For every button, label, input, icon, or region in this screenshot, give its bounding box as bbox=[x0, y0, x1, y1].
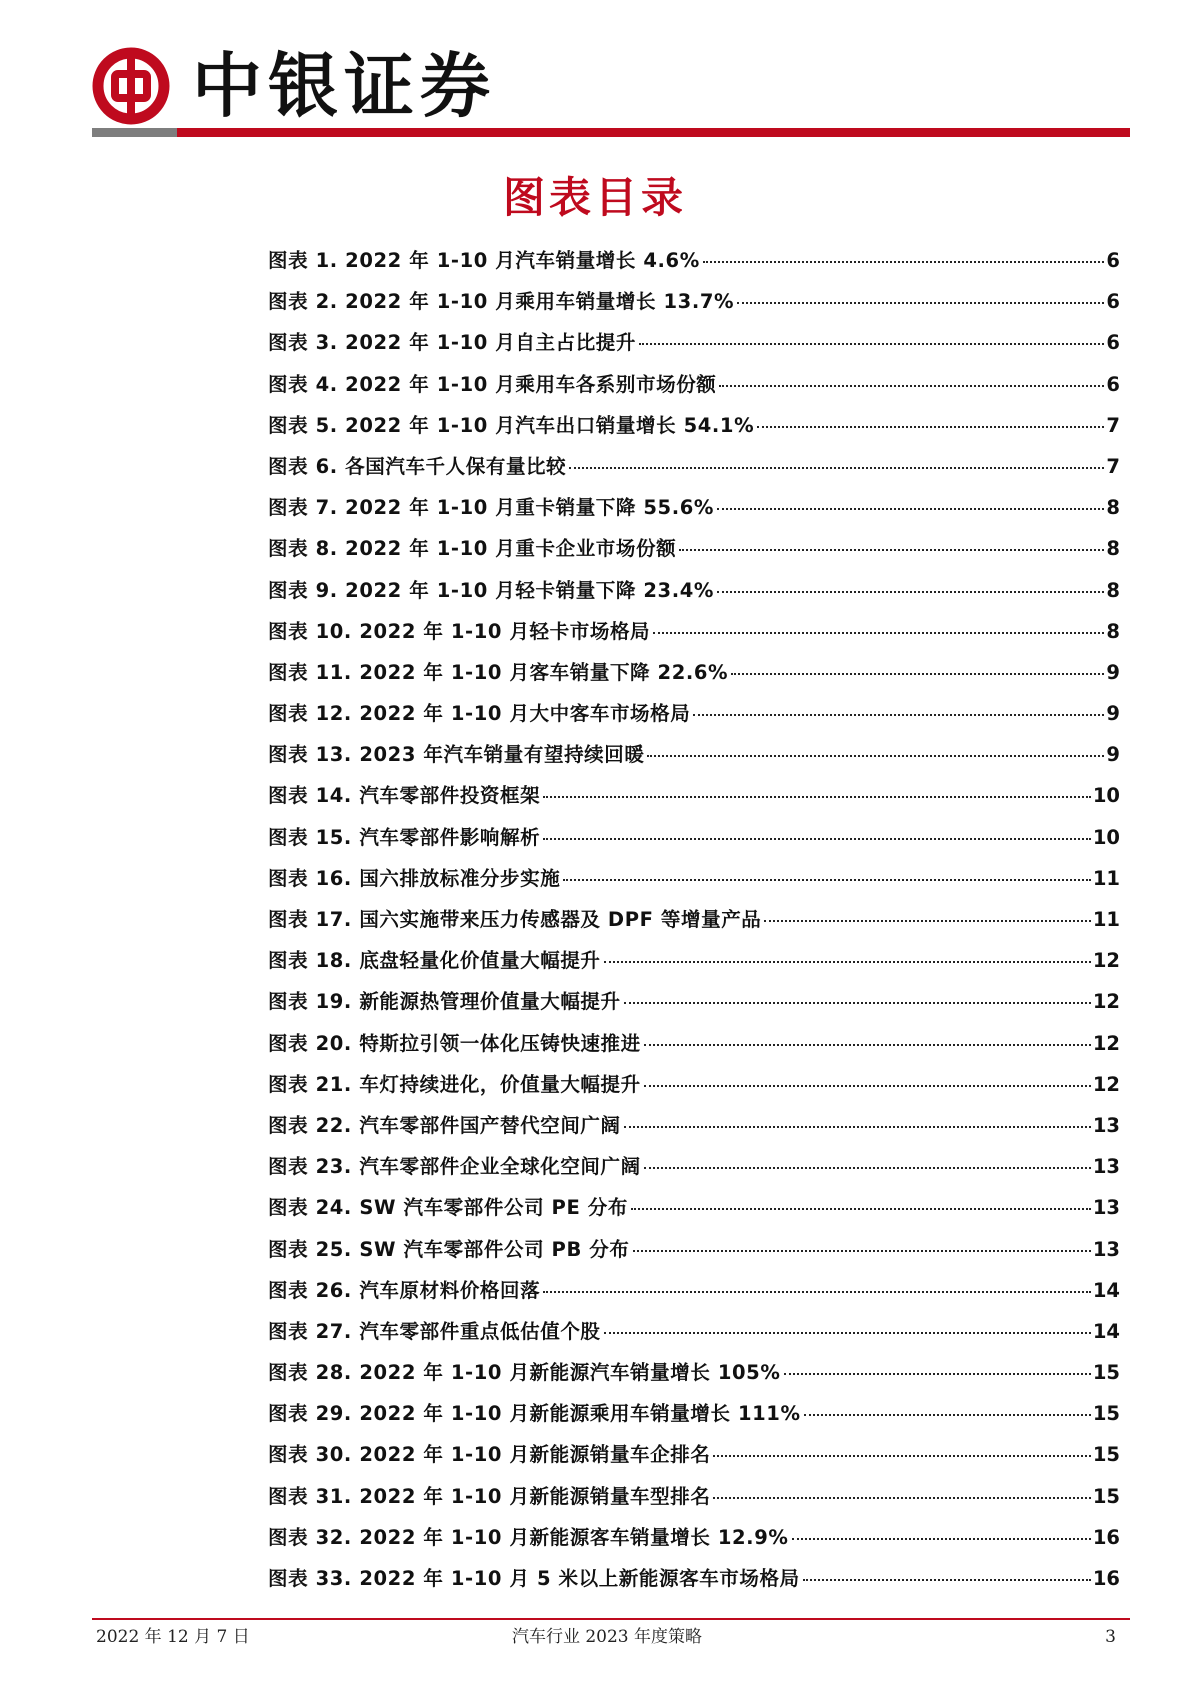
toc-entry-page-number: 9 bbox=[1106, 743, 1120, 767]
table-of-figures bbox=[268, 246, 1120, 1605]
toc-entry-label: 图表 11. 2022 年 1-10 月客车销量下降 22.6% bbox=[268, 660, 729, 684]
toc-dot-leader bbox=[543, 795, 1091, 798]
toc-entry[interactable] bbox=[268, 246, 1120, 287]
toc-entry-page-number: 7 bbox=[1106, 454, 1120, 478]
toc-entry-page-number: 13 bbox=[1092, 1237, 1120, 1261]
toc-dot-leader bbox=[713, 1454, 1090, 1457]
toc-entry[interactable] bbox=[268, 1152, 1120, 1193]
toc-entry[interactable] bbox=[268, 823, 1120, 864]
toc-entry-page-number: 15 bbox=[1092, 1484, 1120, 1508]
toc-dot-leader bbox=[604, 960, 1091, 963]
footer-date: 2022 年 12 月 7 日 bbox=[96, 1627, 250, 1647]
toc-entry-page-number: 12 bbox=[1092, 949, 1120, 973]
toc-entry[interactable] bbox=[268, 493, 1120, 534]
brand-name: 中银证券 bbox=[192, 44, 496, 127]
toc-dot-leader bbox=[644, 1166, 1091, 1169]
toc-dot-leader bbox=[543, 1290, 1091, 1293]
toc-entry-label: 图表 9. 2022 年 1-10 月轻卡销量下降 23.4% bbox=[268, 578, 715, 602]
footer-divider bbox=[92, 1618, 1130, 1620]
page-footer bbox=[92, 1623, 1122, 1653]
toc-entry-page-number: 8 bbox=[1106, 578, 1120, 602]
toc-entry[interactable] bbox=[268, 864, 1120, 905]
toc-entry-page-number: 7 bbox=[1106, 413, 1120, 437]
toc-entry-page-number: 9 bbox=[1106, 660, 1120, 684]
toc-entry[interactable] bbox=[268, 1399, 1120, 1440]
toc-entry-label: 图表 27. 汽车零部件重点低估值个股 bbox=[268, 1319, 601, 1343]
toc-entry-label: 图表 2. 2022 年 1-10 月乘用车销量增长 13.7% bbox=[268, 290, 735, 314]
toc-dot-leader bbox=[703, 260, 1105, 263]
toc-entry-page-number: 13 bbox=[1092, 1196, 1120, 1220]
toc-entry-label: 图表 21. 车灯持续进化，价值量大幅提升 bbox=[268, 1072, 641, 1096]
toc-dot-leader bbox=[639, 342, 1104, 345]
toc-entry-label: 图表 30. 2022 年 1-10 月新能源销量车企排名 bbox=[268, 1443, 711, 1467]
toc-entry-label: 图表 20. 特斯拉引领一体化压铸快速推进 bbox=[268, 1031, 641, 1055]
toc-entry-label: 图表 1. 2022 年 1-10 月汽车销量增长 4.6% bbox=[268, 249, 700, 272]
toc-dot-leader bbox=[543, 837, 1091, 840]
toc-entry-label: 图表 18. 底盘轻量化价值量大幅提升 bbox=[268, 949, 601, 973]
toc-entry-page-number: 12 bbox=[1092, 1031, 1120, 1055]
toc-dot-leader bbox=[644, 1084, 1091, 1087]
header-divider-gray-segment bbox=[92, 128, 177, 137]
toc-entry-label: 图表 16. 国六排放标准分步实施 bbox=[268, 866, 561, 890]
toc-dot-leader bbox=[803, 1578, 1091, 1581]
toc-entry-page-number: 16 bbox=[1092, 1567, 1120, 1590]
toc-entry[interactable] bbox=[268, 287, 1120, 328]
toc-dot-leader bbox=[644, 1043, 1091, 1046]
toc-entry-label: 图表 28. 2022 年 1-10 月新能源汽车销量增长 105% bbox=[268, 1361, 781, 1385]
toc-dot-leader bbox=[757, 425, 1104, 428]
toc-entry[interactable] bbox=[268, 987, 1120, 1028]
toc-dot-leader bbox=[563, 878, 1091, 881]
toc-entry-label: 图表 15. 汽车零部件影响解析 bbox=[268, 825, 541, 849]
toc-entry-page-number: 8 bbox=[1106, 496, 1120, 520]
toc-dot-leader bbox=[624, 1001, 1091, 1004]
toc-entry-label: 图表 23. 汽车零部件企业全球化空间广阔 bbox=[268, 1155, 641, 1179]
page-header bbox=[92, 42, 1112, 142]
toc-dot-leader bbox=[631, 1207, 1091, 1210]
toc-title: 图表目录 bbox=[502, 173, 687, 222]
toc-dot-leader bbox=[784, 1372, 1091, 1375]
toc-entry-label: 图表 17. 国六实施带来压力传感器及 DPF 等增量产品 bbox=[268, 908, 762, 931]
toc-dot-leader bbox=[693, 713, 1104, 716]
toc-entry-page-number: 13 bbox=[1092, 1155, 1120, 1179]
toc-dot-leader bbox=[719, 384, 1104, 387]
toc-entry-label: 图表 10. 2022 年 1-10 月轻卡市场格局 bbox=[268, 619, 651, 643]
toc-entry-page-number: 6 bbox=[1106, 249, 1120, 272]
toc-entry[interactable] bbox=[268, 946, 1120, 987]
toc-dot-leader bbox=[792, 1537, 1091, 1540]
toc-dot-leader bbox=[633, 1249, 1091, 1252]
toc-entry[interactable] bbox=[268, 370, 1120, 411]
footer-report-title: 汽车行业 2023 年度策略 bbox=[511, 1627, 703, 1647]
toc-entry-label: 图表 4. 2022 年 1-10 月乘用车各系别市场份额 bbox=[268, 372, 717, 396]
bank-of-china-logo-icon bbox=[92, 47, 170, 125]
toc-entry-label: 图表 26. 汽车原材料价格回落 bbox=[268, 1278, 541, 1302]
toc-entry-page-number: 12 bbox=[1092, 990, 1120, 1014]
toc-entry-page-number: 9 bbox=[1106, 702, 1120, 726]
toc-entry[interactable] bbox=[268, 1235, 1120, 1276]
toc-entry-page-number: 15 bbox=[1092, 1361, 1120, 1385]
toc-dot-leader bbox=[717, 507, 1104, 510]
footer-page-number: 3 bbox=[1105, 1627, 1116, 1647]
toc-entry-page-number: 8 bbox=[1106, 537, 1120, 561]
toc-entry-label: 图表 3. 2022 年 1-10 月自主占比提升 bbox=[268, 331, 636, 355]
toc-entry-label: 图表 7. 2022 年 1-10 月重卡销量下降 55.6% bbox=[268, 496, 715, 520]
toc-dot-leader bbox=[604, 1331, 1091, 1334]
toc-entry[interactable] bbox=[268, 1482, 1120, 1523]
toc-entry[interactable] bbox=[268, 452, 1120, 493]
toc-entry[interactable] bbox=[268, 658, 1120, 699]
toc-dot-leader bbox=[653, 631, 1104, 634]
toc-dot-leader bbox=[764, 919, 1090, 922]
toc-entry-label: 图表 13. 2023 年汽车销量有望持续回暖 bbox=[268, 743, 645, 767]
toc-entry-label: 图表 33. 2022 年 1-10 月 5 米以上新能源客车市场格局 bbox=[268, 1567, 800, 1590]
toc-entry[interactable] bbox=[268, 1440, 1120, 1481]
toc-entry-label: 图表 19. 新能源热管理价值量大幅提升 bbox=[268, 990, 621, 1014]
toc-entry[interactable] bbox=[268, 1029, 1120, 1070]
toc-entry[interactable] bbox=[268, 1070, 1120, 1111]
toc-entry[interactable] bbox=[268, 411, 1120, 452]
toc-entry-page-number: 14 bbox=[1092, 1319, 1120, 1343]
toc-dot-leader bbox=[647, 754, 1104, 757]
toc-entry-label: 图表 24. SW 汽车零部件公司 PE 分布 bbox=[268, 1196, 628, 1220]
toc-entry[interactable] bbox=[268, 740, 1120, 781]
toc-entry-label: 图表 22. 汽车零部件国产替代空间广阔 bbox=[268, 1113, 621, 1137]
toc-entry-page-number: 11 bbox=[1092, 908, 1120, 931]
toc-entry-page-number: 11 bbox=[1092, 866, 1120, 890]
toc-entry[interactable] bbox=[268, 1111, 1120, 1152]
toc-entry-page-number: 14 bbox=[1092, 1278, 1120, 1302]
toc-entry-label: 图表 12. 2022 年 1-10 月大中客车市场格局 bbox=[268, 702, 691, 726]
toc-entry[interactable] bbox=[268, 699, 1120, 740]
toc-dot-leader bbox=[624, 1125, 1091, 1128]
toc-entry-label: 图表 25. SW 汽车零部件公司 PB 分布 bbox=[268, 1237, 630, 1261]
toc-entry[interactable] bbox=[268, 781, 1120, 822]
toc-entry[interactable] bbox=[268, 534, 1120, 575]
toc-dot-leader bbox=[804, 1413, 1091, 1416]
toc-entry-page-number: 10 bbox=[1092, 784, 1120, 808]
toc-entry[interactable] bbox=[268, 1193, 1120, 1234]
toc-entry-page-number: 6 bbox=[1106, 331, 1120, 355]
toc-entry[interactable] bbox=[268, 1523, 1120, 1564]
toc-entry[interactable] bbox=[268, 905, 1120, 946]
toc-entry-label: 图表 6. 各国汽车千人保有量比较 bbox=[268, 454, 567, 478]
toc-entry-page-number: 13 bbox=[1092, 1113, 1120, 1137]
toc-entry-page-number: 15 bbox=[1092, 1402, 1120, 1426]
toc-entry-label: 图表 14. 汽车零部件投资框架 bbox=[268, 784, 541, 808]
toc-entry-label: 图表 31. 2022 年 1-10 月新能源销量车型排名 bbox=[268, 1484, 711, 1508]
toc-entry-label: 图表 8. 2022 年 1-10 月重卡企业市场份额 bbox=[268, 537, 677, 561]
toc-dot-leader bbox=[679, 548, 1104, 551]
toc-entry-page-number: 15 bbox=[1092, 1443, 1120, 1467]
toc-entry[interactable] bbox=[268, 576, 1120, 617]
toc-dot-leader bbox=[569, 466, 1104, 469]
toc-entry-page-number: 12 bbox=[1092, 1072, 1120, 1096]
header-divider bbox=[92, 128, 1130, 137]
toc-entry-page-number: 8 bbox=[1106, 619, 1120, 643]
toc-entry[interactable] bbox=[268, 1358, 1120, 1399]
toc-entry[interactable] bbox=[268, 328, 1120, 369]
toc-entry[interactable] bbox=[268, 1564, 1120, 1605]
toc-dot-leader bbox=[713, 1496, 1090, 1499]
toc-entry-page-number: 16 bbox=[1092, 1525, 1120, 1549]
toc-entry[interactable] bbox=[268, 1276, 1120, 1317]
toc-dot-leader bbox=[717, 590, 1104, 593]
toc-entry-label: 图表 29. 2022 年 1-10 月新能源乘用车销量增长 111% bbox=[268, 1402, 801, 1426]
toc-entry-label: 图表 32. 2022 年 1-10 月新能源客车销量增长 12.9% bbox=[268, 1525, 789, 1549]
toc-dot-leader bbox=[731, 672, 1104, 675]
toc-entry[interactable] bbox=[268, 617, 1120, 658]
toc-entry-page-number: 6 bbox=[1106, 372, 1120, 396]
toc-entry-page-number: 6 bbox=[1106, 290, 1120, 314]
toc-dot-leader bbox=[737, 301, 1104, 304]
toc-entry-label: 图表 5. 2022 年 1-10 月汽车出口销量增长 54.1% bbox=[268, 413, 755, 437]
toc-entry-page-number: 10 bbox=[1092, 825, 1120, 849]
toc-entry[interactable] bbox=[268, 1317, 1120, 1358]
